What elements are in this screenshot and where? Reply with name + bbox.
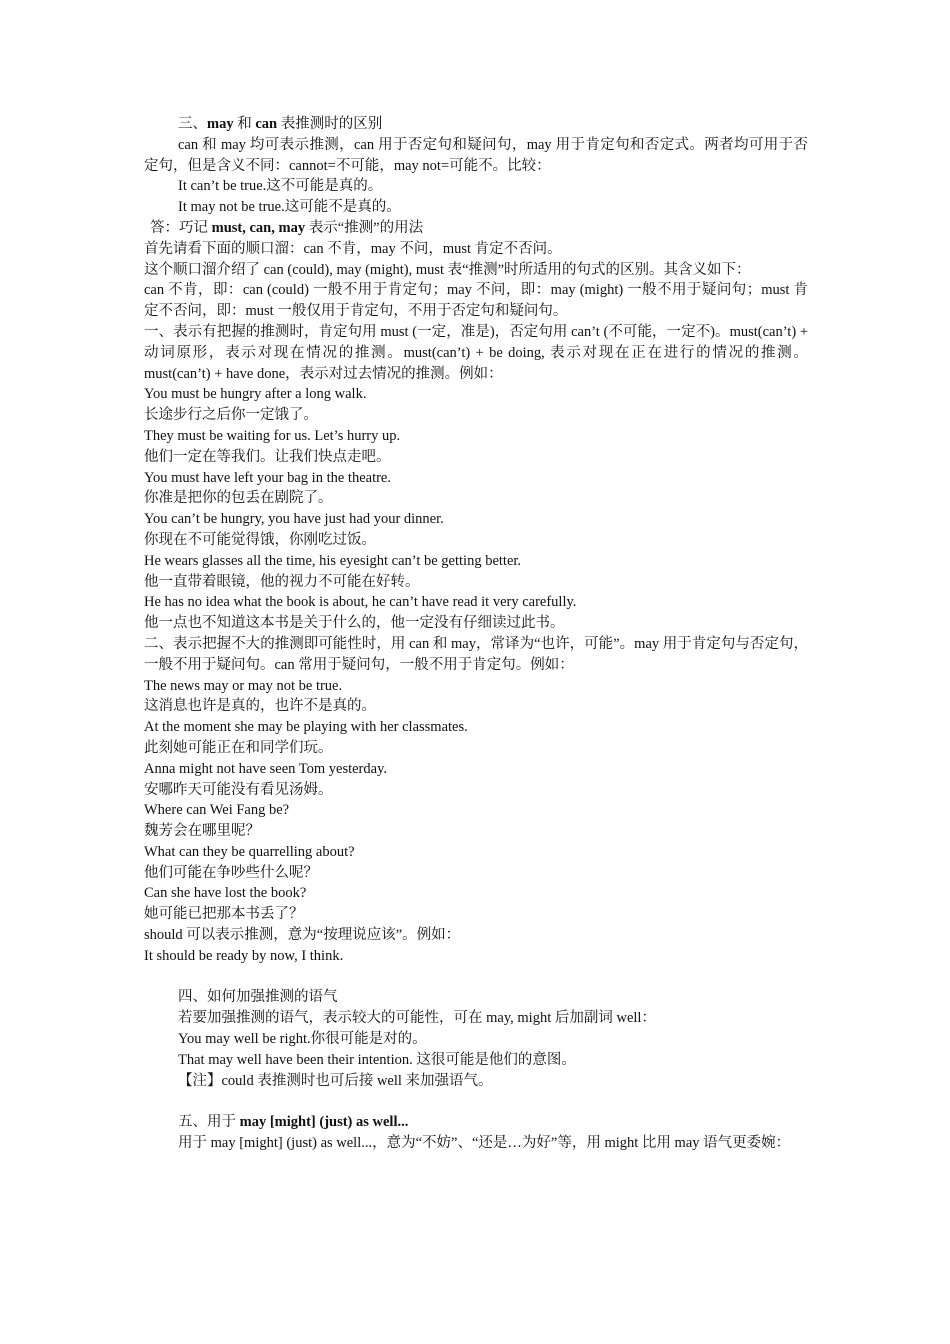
example-line: should 可以表示推测，意为“按理说应该”。例如： (144, 927, 461, 944)
example-line: Where can Wei Fang be? (144, 802, 290, 819)
example-line: You can’t be hungry, you have just had your dinner. (144, 511, 444, 528)
section-3-title: 三、may 和 can 表推测时的区别 (178, 116, 383, 132)
section-3-example-1: It can’t be true.这不可能是真的。 (178, 178, 383, 195)
section-3-example-2: It may not be true.这可能不是真的。 (178, 199, 401, 216)
example-line: 她可能已把那本书丢了？ (144, 906, 304, 923)
section-4-note: 【注】could 表推测时也可后接 well 来加强语气。 (178, 1072, 493, 1089)
answer-point-1: 一、表示有把握的推测时，肯定句用 must (一定，准是)，否定句用 can’t (不可能，一定不)。must(can’t) + 动词原形，表示对现在情况的推测。must(can’t) + be doing, 表示对现在正在进行的情况的推测。must(can’t) + have done，表示对过去情况的推测。例如： (144, 323, 808, 382)
document-page (144, 114, 808, 1154)
example-line: Can she have lost the book? (144, 885, 307, 902)
spacer (144, 1091, 808, 1112)
example-line: 此刻她可能正在和同学们玩。 (144, 739, 333, 756)
section-4-example-1: You may well be right.你很可能是对的。 (178, 1031, 427, 1048)
section-4-title: 四、如何加强推测的语气 (178, 989, 338, 1006)
answer-heading: 答：巧记 must, can, may 表示“推测”的用法 (150, 219, 424, 236)
example-line: 魏芳会在哪里呢？ (144, 823, 260, 840)
answer-point-2: 二、表示把握不大的推测即可能性时，用 can 和 may，常译为“也许，可能”。may 用于肯定句与否定句，一般不用于疑问句。can 常用于疑问句，一般不用于肯定句。例如： (144, 635, 808, 673)
example-line: He wears glasses all the time, his eyesight can’t be getting better. (144, 552, 522, 569)
section-3-intro: can 和 may 均可表示推测，can 用于否定句和疑问句，may 用于肯定句和否定式。两者均可用于否定句，但是含义不同：cannot=不可能，may not=可能不。比较： (144, 136, 808, 174)
example-line: He has no idea what the book is about, he can’t have read it very carefully. (144, 594, 577, 611)
spacer (144, 967, 808, 988)
example-line: 他一点也不知道这本书是关于什么的，他一定没有仔细读过此书。 (144, 615, 565, 632)
section-5-intro: 用于 may [might] (just) as well...，意为“不妨”、“还是…为好”等，用 might 比用 may 语气更委婉： (178, 1135, 791, 1152)
example-line: You must be hungry after a long walk. (144, 386, 367, 403)
example-line: You must have left your bag in the theatre. (144, 469, 391, 486)
example-line: What can they be quarrelling about? (144, 843, 355, 860)
example-line: 你现在不可能觉得饿，你刚吃过饭。 (144, 531, 376, 548)
example-line: They must be waiting for us. Let’s hurry up. (144, 427, 401, 444)
example-line: 他们可能在争吵些什么呢？ (144, 864, 318, 881)
section-5-title: 五、用于 may [might] (just) as well... (178, 1114, 409, 1131)
example-line: 你准是把你的包丢在剧院了。 (144, 490, 333, 507)
example-line: 这消息也许是真的，也许不是真的。 (144, 698, 376, 715)
example-line: Anna might not have seen Tom yesterday. (144, 760, 388, 777)
answer-rhyme-detail: can 不肯，即：can (could) 一般不用于肯定句；may 不问，即：may (might) 一般不用于疑问句；must 肯定不否问，即：must 一般仅用于肯定句，不用于否定句和疑问句。 (144, 282, 808, 320)
answer-rhyme-intro: 这个顺口溜介绍了 can (could), may (might), must 表“推测”时所适用的句式的区别。其含义如下： (144, 261, 751, 278)
example-line: 他一直带着眼镜，他的视力不可能在好转。 (144, 573, 420, 590)
example-line: 安哪昨天可能没有看见汤姆。 (144, 781, 333, 798)
section-4-intro: 若要加强推测的语气，表示较大的可能性，可在 may, might 后加副词 well： (178, 1010, 656, 1027)
answer-rhyme: 首先请看下面的顺口溜：can 不肯，may 不问，must 肯定不否问。 (144, 240, 562, 257)
example-line: It should be ready by now, I think. (144, 947, 344, 964)
example-line: 长途步行之后你一定饿了。 (144, 407, 318, 424)
example-line: The news may or may not be true. (144, 677, 343, 694)
example-line: 他们一定在等我们。让我们快点走吧。 (144, 448, 391, 465)
section-4-example-2: That may well have been their intention. 这很可能是他们的意图。 (178, 1051, 576, 1068)
example-line: At the moment she may be playing with her classmates. (144, 719, 468, 736)
